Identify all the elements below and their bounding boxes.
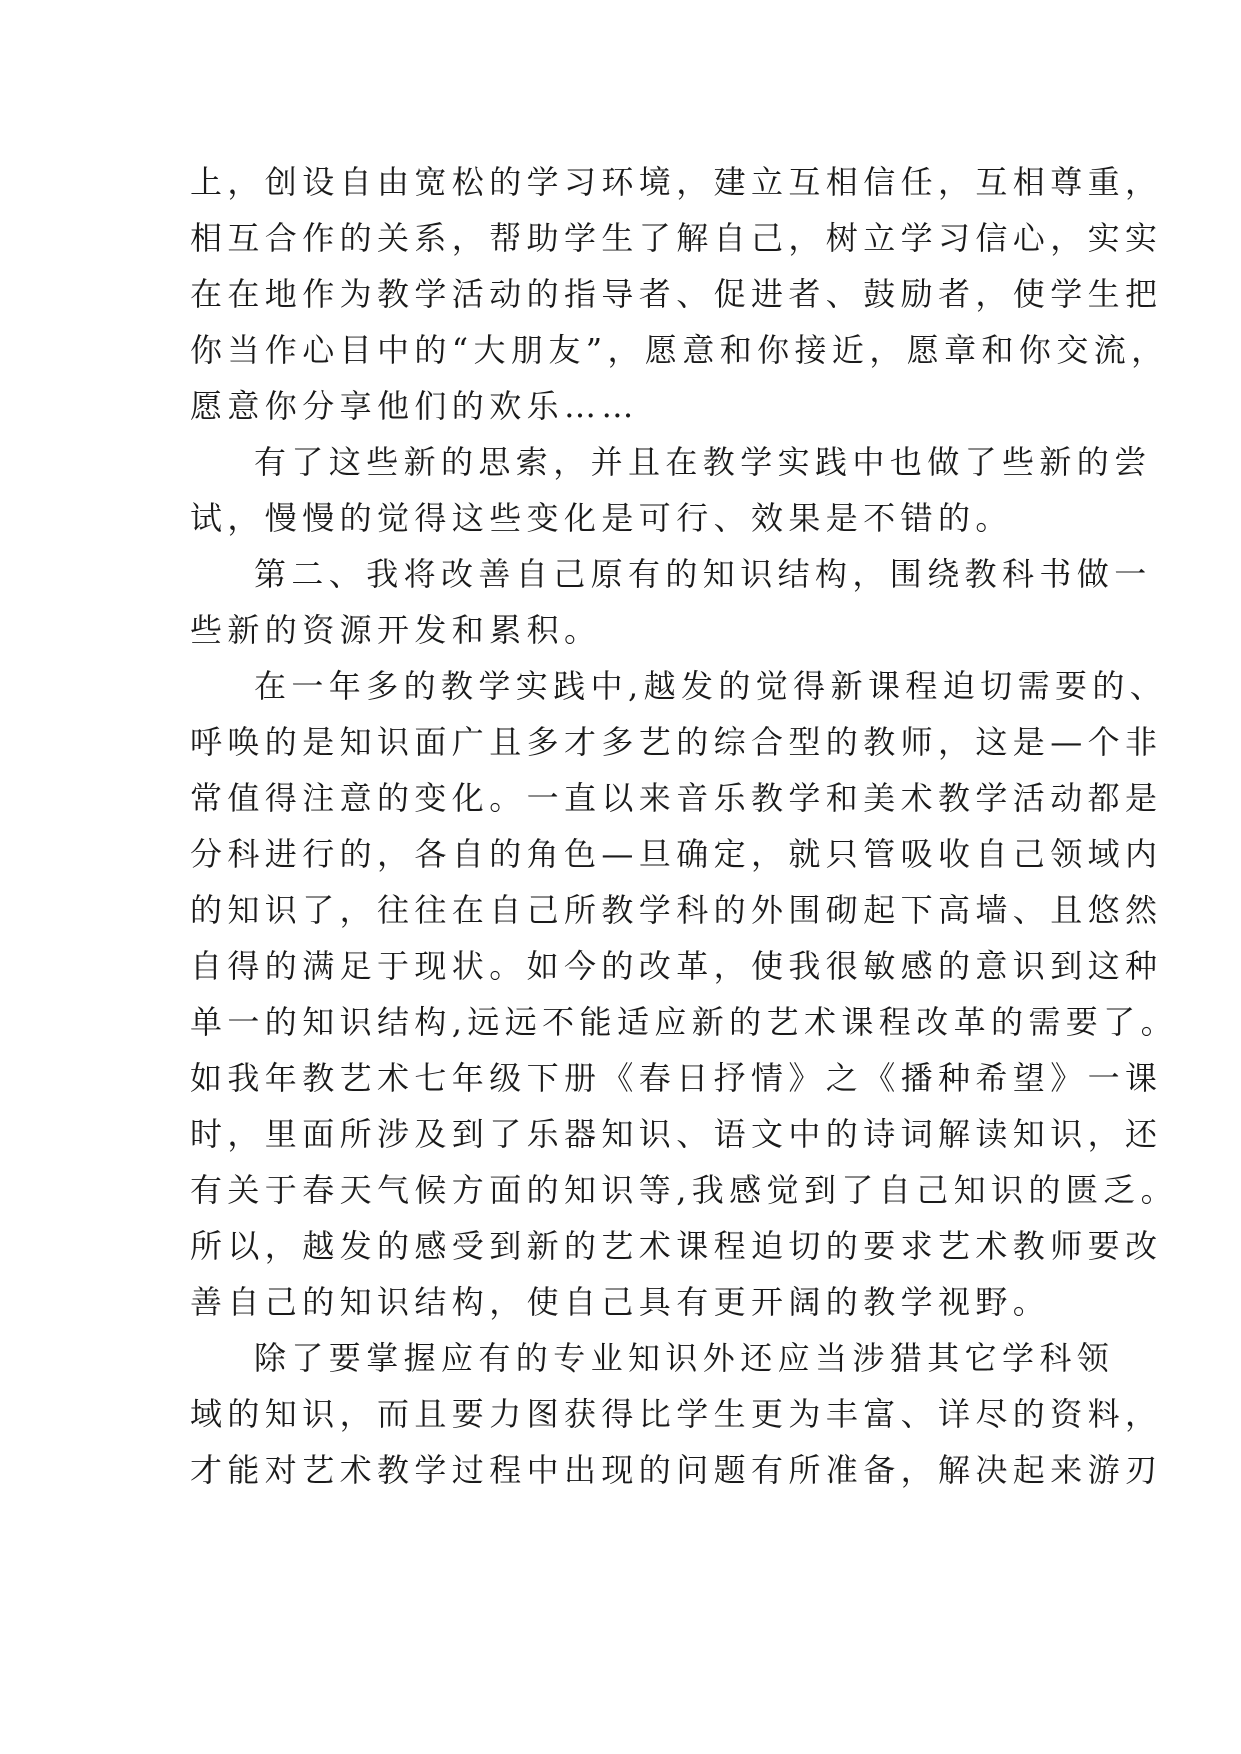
text-line: 常值得注意的变化。一直以来音乐教学和美术教学活动都是 <box>190 779 1163 817</box>
text-line: 有关于春天气候方面的知识等,我感觉到了自己知识的匮乏。 <box>190 1171 1178 1209</box>
text-line: 在在地作为教学活动的指导者、促进者、鼓励者，使学生把 <box>190 275 1163 313</box>
paragraph-first-line: 第二、我将改善自己原有的知识结构，围绕教科书做一 <box>254 555 1152 593</box>
text-line: 如我年教艺术七年级下册《春日抒情》之《播种希望》一课 <box>190 1059 1163 1097</box>
text-line: 时，里面所涉及到了乐器知识、语文中的诗词解读知识，还 <box>190 1115 1163 1153</box>
text-line: 分科进行的，各自的角色—旦确定，就只管吸收自己领域内 <box>190 835 1163 873</box>
text-line: 呼唤的是知识面广且多才多艺的综合型的教师，这是—个非 <box>190 723 1163 761</box>
text-line: 域的知识，而且要力图获得比学生更为丰富、详尽的资料， <box>190 1395 1163 1433</box>
paragraph-first-line: 有了这些新的思索，并且在教学实践中也做了些新的尝 <box>254 443 1152 481</box>
text-line: 试，慢慢的觉得这些变化是可行、效果是不错的。 <box>190 499 1013 537</box>
text-line: 上，创设自由宽松的学习环境，建立互相信任，互相尊重， <box>190 163 1163 201</box>
text-line: 些新的资源开发和累积。 <box>190 611 602 649</box>
paragraph-first-line: 在一年多的教学实践中,越发的觉得新课程迫切需要的、 <box>254 667 1168 705</box>
text-line: 愿意你分享他们的欢乐…… <box>190 387 639 425</box>
text-line: 相互合作的关系，帮助学生了解自己，树立学习信心，实实 <box>190 219 1163 257</box>
paragraph-first-line: 除了要掌握应有的专业知识外还应当涉猎其它学科领 <box>254 1339 1115 1377</box>
text-line: 单一的知识结构,远远不能适应新的艺术课程改革的需要了。 <box>190 1003 1178 1041</box>
text-line: 你当作心目中的“大朋友”，愿意和你接近，愿章和你交流， <box>190 331 1169 369</box>
text-line: 才能对艺术教学过程中出现的问题有所准备，解决起来游刃 <box>190 1451 1163 1489</box>
text-line: 的知识了，往往在自己所教学科的外围砌起下高墙、且悠然 <box>190 891 1163 929</box>
text-line: 自得的满足于现状。如今的改革，使我很敏感的意识到这种 <box>190 947 1163 985</box>
text-line: 善自己的知识结构，使自己具有更开阔的教学视野。 <box>190 1283 1051 1321</box>
text-line: 所以，越发的感受到新的艺术课程迫切的要求艺术教师要改 <box>190 1227 1163 1265</box>
